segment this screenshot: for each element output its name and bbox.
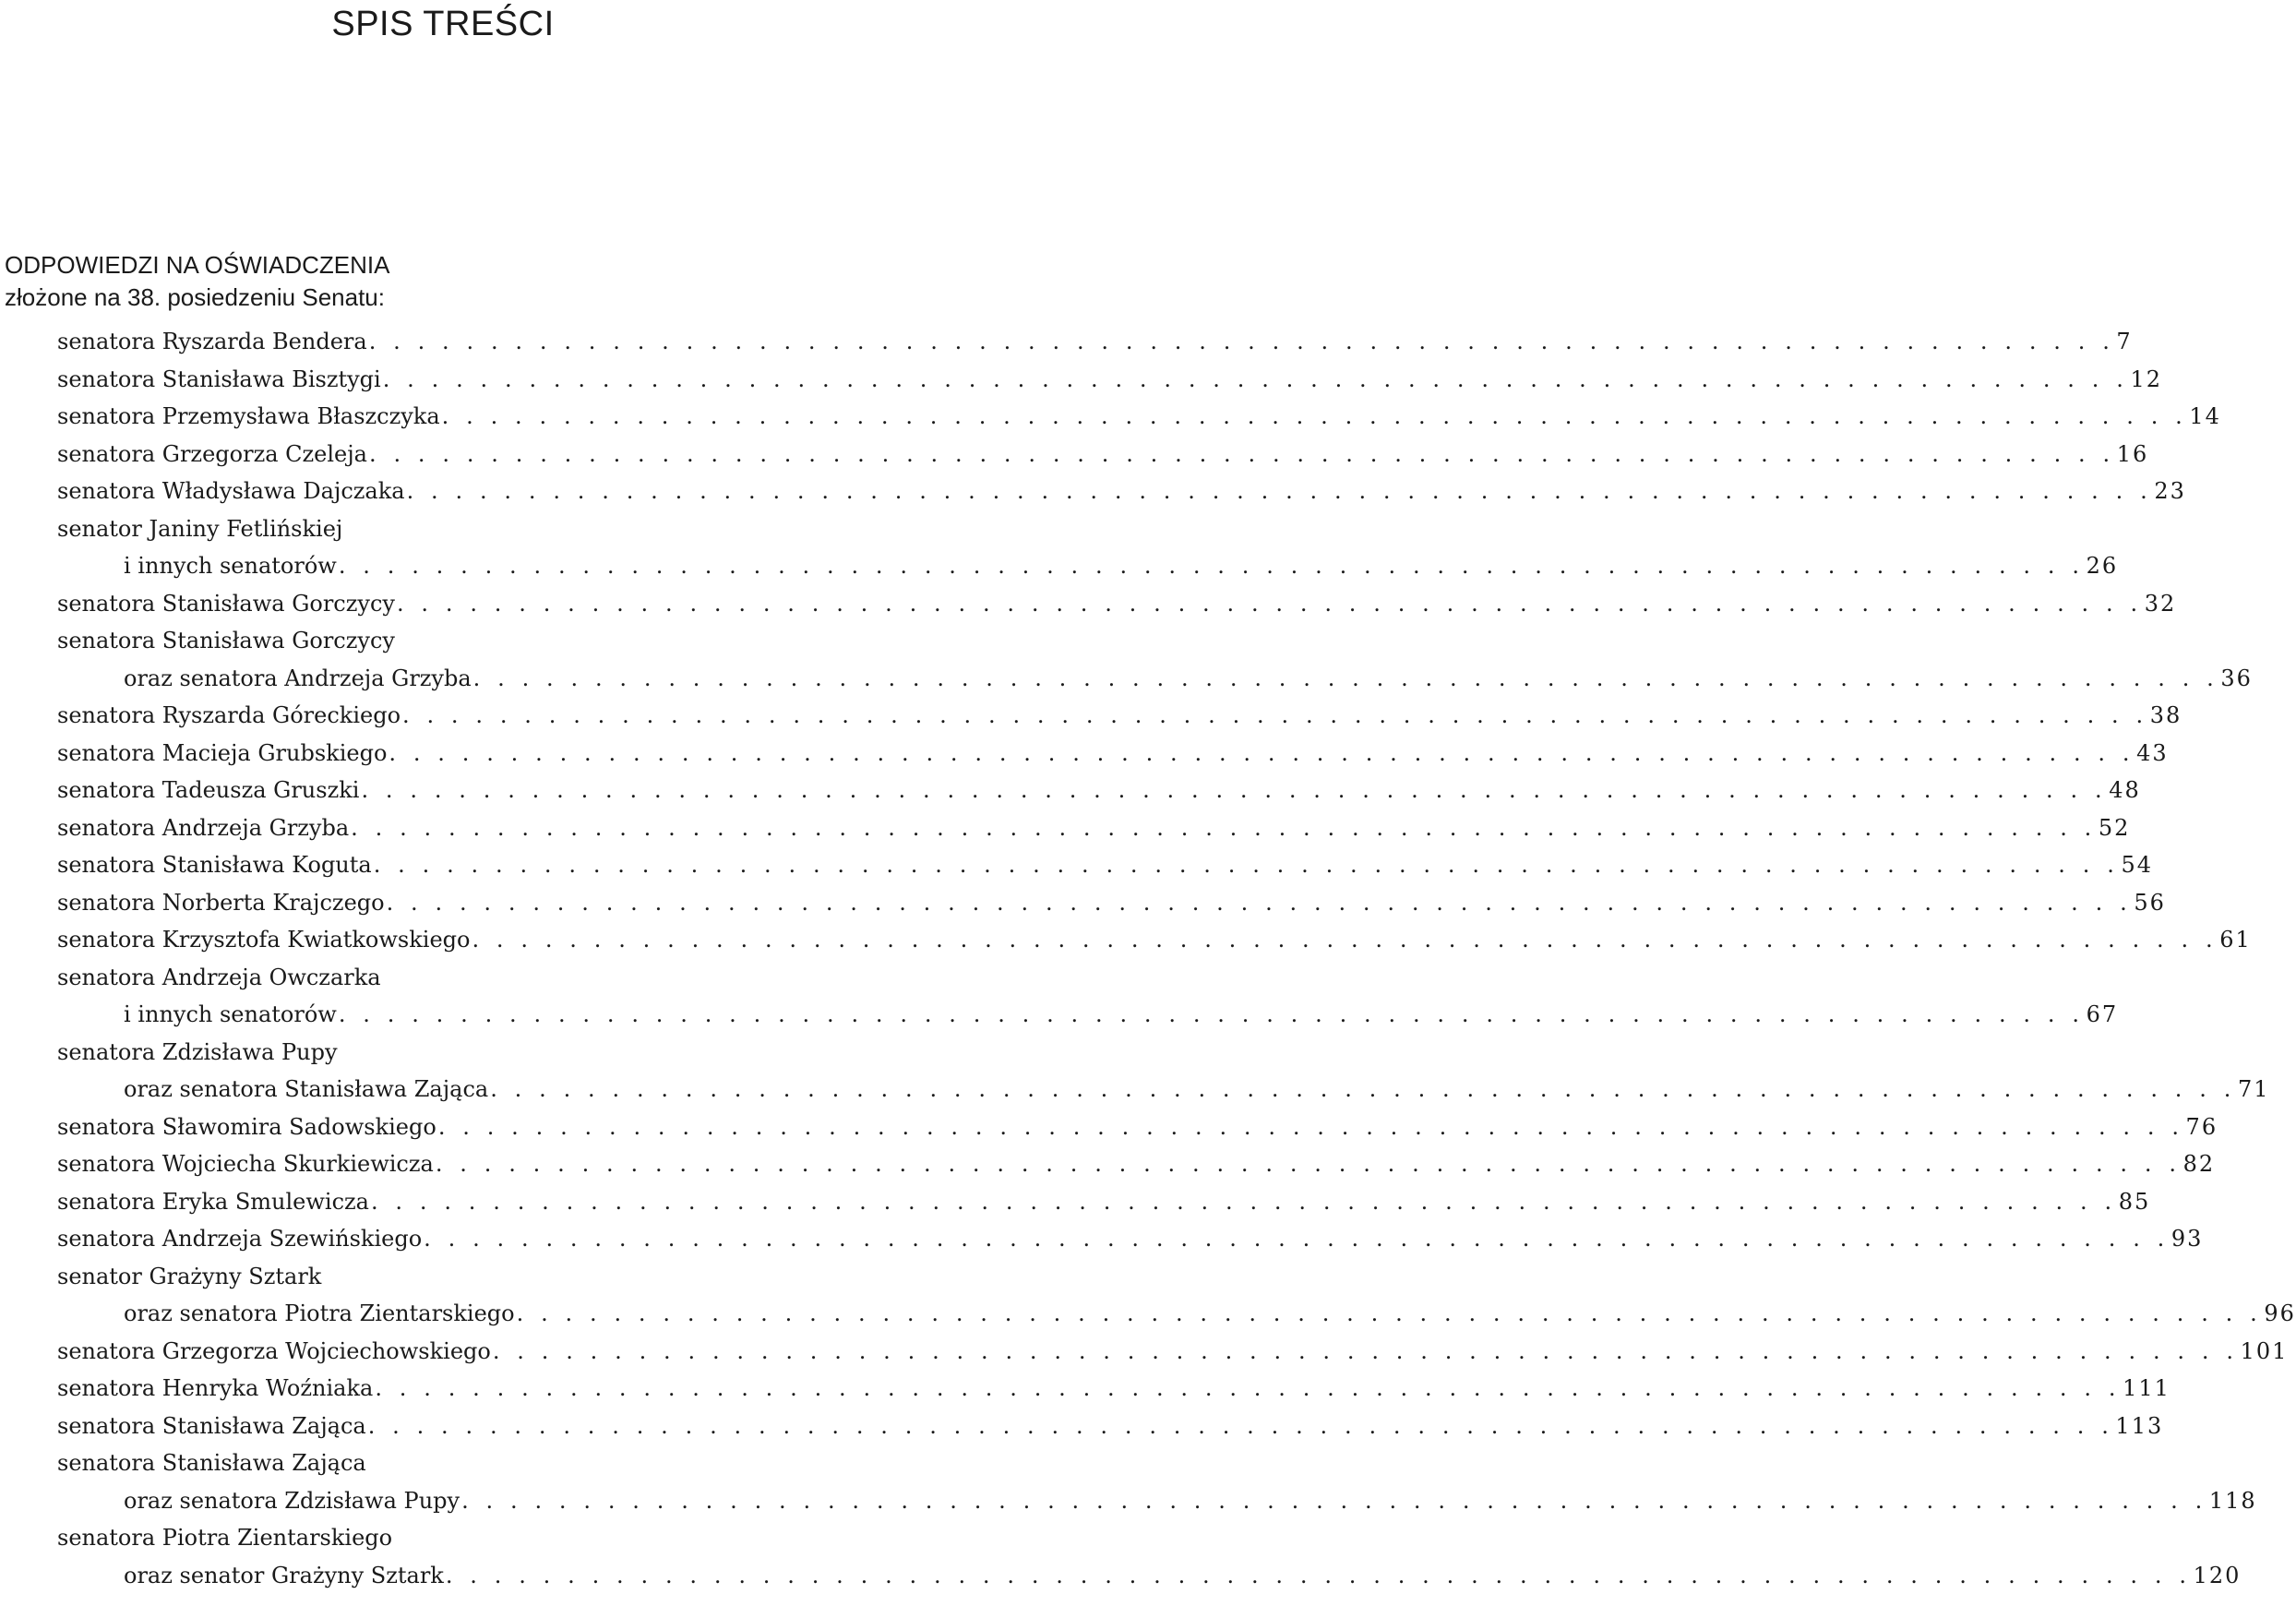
toc-entry[interactable] bbox=[57, 1183, 2151, 1221]
toc-entry[interactable] bbox=[57, 323, 2133, 361]
dot-leader: . . . . . . . . . . . . . . . . . . . . . . . . . . . . . . . . . . . . . . . . . . . . . . . . . . . . . . . . . . . . . . . . . . . . . . . . bbox=[389, 739, 2135, 766]
toc-page-number: 16 bbox=[2116, 440, 2149, 467]
toc-entry-text: senatora Stanisława Gorczycy bbox=[57, 628, 395, 653]
toc-entry-text: senatora Eryka Smulewicza bbox=[57, 1188, 369, 1215]
toc-entry bbox=[57, 1519, 884, 1557]
toc-entry[interactable] bbox=[57, 772, 2141, 809]
toc-entry[interactable] bbox=[57, 996, 2119, 1034]
toc-list bbox=[57, 323, 2296, 1594]
toc-entry[interactable] bbox=[57, 1408, 2164, 1445]
toc-page-number: 85 bbox=[2118, 1188, 2151, 1215]
toc-entry[interactable] bbox=[57, 1333, 2289, 1371]
dot-leader: . . . . . . . . . . . . . . . . . . . . . . . . . . . . . . . . . . . . . . . . . . . . . . . . . . . . . . . . . . . . . . . . . . . . . . . . bbox=[472, 665, 2219, 691]
page-title: SPIS TREŚCI bbox=[331, 5, 555, 43]
dot-leader: . . . . . . . . . . . . . . . . . . . . . . . . . . . . . . . . . . . . . . . . . . . . . . . . . . . . . . . . . . . . . . . . . . . . . . . . bbox=[369, 440, 2115, 467]
toc-page-number: 111 bbox=[2123, 1375, 2170, 1401]
toc-page-number: 67 bbox=[2086, 1001, 2119, 1027]
dot-leader: . . . . . . . . . . . . . . . . . . . . . . . . . . . . . . . . . . . . . . . . . . . . . . . . . . . . . . . . . . . . . . . . . . . . . . . . bbox=[441, 403, 2188, 429]
toc-entry-text: senatora Andrzeja Grzyba bbox=[57, 814, 350, 841]
toc-entry-text: senatora Grzegorza Czeleja bbox=[57, 440, 367, 467]
toc-page-number: 61 bbox=[2219, 927, 2252, 953]
toc-entry[interactable] bbox=[57, 921, 2252, 959]
toc-page-number: 76 bbox=[2185, 1113, 2218, 1140]
dot-leader: . . . . . . . . . . . . . . . . . . . . . . . . . . . . . . . . . . . . . . . . . . . . . . . . . . . . . . . . . . . . . . . . . . . . . . . . bbox=[492, 1337, 2239, 1364]
dot-leader: . . . . . . . . . . . . . . . . . . . . . . . . . . . . . . . . . . . . . . . . . . . . . . . . . . . . . . . . . . . . . . . . . . . . . . . . bbox=[351, 814, 2097, 841]
toc-page-number: 71 bbox=[2237, 1076, 2270, 1102]
toc-entry-text: i innych senatorów bbox=[124, 553, 337, 579]
toc-entry[interactable] bbox=[57, 697, 2182, 735]
toc-entry bbox=[57, 1034, 884, 1072]
toc-entry-text: oraz senatora Andrzeja Grzyba bbox=[124, 665, 472, 691]
dot-leader: . . . . . . . . . . . . . . . . . . . . . . . . . . . . . . . . . . . . . . . . . . . . . . . . . . . . . . . . . . . . . . . . . . . . . . . . bbox=[367, 1412, 2114, 1439]
dot-leader: . . . . . . . . . . . . . . . . . . . . . . . . . . . . . . . . . . . . . . . . . . . . . . . . . . . . . . . . . . . . . . . . . . . . . . . . bbox=[445, 1562, 2192, 1588]
toc-entry-text: senatora Wojciecha Skurkiewicza bbox=[57, 1151, 434, 1177]
toc-entry[interactable] bbox=[57, 547, 2119, 585]
toc-entry[interactable] bbox=[57, 1370, 2170, 1408]
toc-page-number: 82 bbox=[2182, 1151, 2216, 1177]
toc-entry-text: senator Janiny Fetlińskiej bbox=[57, 515, 343, 542]
toc-entry-text: senatora Stanisława Koguta bbox=[57, 852, 372, 878]
toc-page-number: 52 bbox=[2098, 814, 2131, 841]
toc-page-number: 36 bbox=[2220, 665, 2253, 691]
toc-entry[interactable] bbox=[57, 473, 2186, 510]
toc-entry[interactable] bbox=[57, 846, 2153, 884]
toc-entry[interactable] bbox=[57, 1220, 2204, 1258]
dot-leader: . . . . . . . . . . . . . . . . . . . . . . . . . . . . . . . . . . . . . . . . . . . . . . . . . . . . . . . . . . . . . . . . . . . . . . . . bbox=[516, 1300, 2263, 1326]
dot-leader: . . . . . . . . . . . . . . . . . . . . . . . . . . . . . . . . . . . . . . . . . . . . . . . . . . . . . . . . . . . . . . . . . . . . . . . . bbox=[370, 1188, 2117, 1215]
toc-entry-text: oraz senatora Zdzisława Pupy bbox=[124, 1487, 460, 1514]
toc-entry-text: i innych senatorów bbox=[124, 1001, 337, 1027]
dot-leader: . . . . . . . . . . . . . . . . . . . . . . . . . . . . . . . . . . . . . . . . . . . . . . . . . . . . . . . . . . . . . . . . . . . . . . . . bbox=[361, 777, 2108, 803]
toc-page-number: 7 bbox=[2116, 329, 2133, 354]
toc-page-number: 101 bbox=[2240, 1337, 2289, 1364]
toc-entry[interactable] bbox=[57, 1071, 2270, 1109]
toc-entry-text: senatora Ryszarda Bendera bbox=[57, 329, 367, 354]
dot-leader: . . . . . . . . . . . . . . . . . . . . . . . . . . . . . . . . . . . . . . . . . . . . . . . . . . . . . . . . . . . . . . . . . . . . . . . . bbox=[402, 702, 2148, 728]
toc-entry-text: senatora Krzysztofa Kwiatkowskiego bbox=[57, 927, 471, 953]
toc-entry-text: senatora Sławomira Sadowskiego bbox=[57, 1113, 436, 1140]
toc-entry[interactable] bbox=[57, 398, 2221, 436]
toc-page-number: 48 bbox=[2109, 777, 2141, 803]
toc-page-number: 32 bbox=[2144, 590, 2177, 617]
toc-entry-text: senatora Grzegorza Wojciechowskiego bbox=[57, 1337, 491, 1364]
toc-entry[interactable] bbox=[57, 884, 2166, 922]
toc-entry[interactable] bbox=[57, 660, 2253, 698]
toc-entry-text: oraz senatora Stanisława Zająca bbox=[124, 1076, 489, 1102]
toc-page-number: 54 bbox=[2121, 852, 2153, 878]
toc-entry[interactable] bbox=[57, 809, 2131, 847]
dot-leader: . . . . . . . . . . . . . . . . . . . . . . . . . . . . . . . . . . . . . . . . . . . . . . . . . . . . . . . . . . . . . . . . . . . . . . . . bbox=[338, 553, 2085, 579]
toc-page-number: 12 bbox=[2130, 366, 2162, 392]
toc-entry-text: senatora Andrzeja Szewińskiego bbox=[57, 1226, 423, 1252]
toc-entry[interactable] bbox=[57, 1482, 2257, 1520]
toc-entry-text: senatora Tadeusza Gruszki bbox=[57, 777, 360, 803]
toc-entry bbox=[57, 510, 884, 548]
dot-leader: . . . . . . . . . . . . . . . . . . . . . . . . . . . . . . . . . . . . . . . . . . . . . . . . . . . . . . . . . . . . . . . . . . . . . . . . bbox=[375, 1375, 2122, 1401]
toc-page-number: 118 bbox=[2208, 1487, 2257, 1514]
toc-page-number: 93 bbox=[2170, 1226, 2204, 1252]
section-heading: ODPOWIEDZI NA OŚWIADCZENIA bbox=[5, 251, 390, 279]
toc-entry-text: senator Grażyny Sztark bbox=[57, 1263, 322, 1289]
section-subheading: złożone na 38. posiedzeniu Senatu: bbox=[5, 283, 385, 311]
toc-entry-text: senatora Stanisława Zająca bbox=[57, 1450, 366, 1476]
toc-entry-text: senatora Piotra Zientarskiego bbox=[57, 1525, 393, 1551]
toc-entry-text: senatora Macieja Grubskiego bbox=[57, 739, 388, 766]
toc-entry-text: oraz senator Grażyny Sztark bbox=[124, 1562, 444, 1588]
toc-entry[interactable] bbox=[57, 1109, 2218, 1146]
dot-leader: . . . . . . . . . . . . . . . . . . . . . . . . . . . . . . . . . . . . . . . . . . . . . . . . . . . . . . . . . . . . . . . . . . . . . . . . bbox=[435, 1151, 2182, 1177]
toc-page-number: 23 bbox=[2154, 478, 2186, 504]
dot-leader: . . . . . . . . . . . . . . . . . . . . . . . . . . . . . . . . . . . . . . . . . . . . . . . . . . . . . . . . . . . . . . . . . . . . . . . . bbox=[396, 590, 2143, 617]
toc-entry[interactable] bbox=[57, 436, 2149, 473]
toc-entry bbox=[57, 1258, 884, 1296]
dot-leader: . . . . . . . . . . . . . . . . . . . . . . . . . . . . . . . . . . . . . . . . . . . . . . . . . . . . . . . . . . . . . . . . . . . . . . . . bbox=[382, 366, 2129, 392]
dot-leader: . . . . . . . . . . . . . . . . . . . . . . . . . . . . . . . . . . . . . . . . . . . . . . . . . . . . . . . . . . . . . . . . . . . . . . . . bbox=[424, 1226, 2170, 1252]
dot-leader: . . . . . . . . . . . . . . . . . . . . . . . . . . . . . . . . . . . . . . . . . . . . . . . . . . . . . . . . . . . . . . . . . . . . . . . . bbox=[368, 329, 2115, 354]
toc-entry-text: oraz senatora Piotra Zientarskiego bbox=[124, 1300, 515, 1326]
dot-leader: . . . . . . . . . . . . . . . . . . . . . . . . . . . . . . . . . . . . . . . . . . . . . . . . . . . . . . . . . . . . . . . . . . . . . . . . bbox=[406, 478, 2153, 504]
dot-leader: . . . . . . . . . . . . . . . . . . . . . . . . . . . . . . . . . . . . . . . . . . . . . . . . . . . . . . . . . . . . . . . . . . . . . . . . bbox=[472, 927, 2218, 953]
dot-leader: . . . . . . . . . . . . . . . . . . . . . . . . . . . . . . . . . . . . . . . . . . . . . . . . . . . . . . . . . . . . . . . . . . . . . . . . bbox=[461, 1487, 2207, 1514]
toc-entry-text: senatora Zdzisława Pupy bbox=[57, 1038, 338, 1065]
dot-leader: . . . . . . . . . . . . . . . . . . . . . . . . . . . . . . . . . . . . . . . . . . . . . . . . . . . . . . . . . . . . . . . . . . . . . . . . bbox=[338, 1001, 2085, 1027]
toc-entry-text: senatora Władysława Dajczaka bbox=[57, 478, 405, 504]
toc-entry[interactable] bbox=[57, 1557, 2242, 1595]
toc-entry-text: senatora Stanisława Bisztygi bbox=[57, 366, 381, 392]
toc-entry-text: senatora Stanisława Gorczycy bbox=[57, 590, 395, 617]
dot-leader: . . . . . . . . . . . . . . . . . . . . . . . . . . . . . . . . . . . . . . . . . . . . . . . . . . . . . . . . . . . . . . . . . . . . . . . . bbox=[386, 889, 2133, 916]
toc-page-number: 14 bbox=[2189, 403, 2221, 429]
dot-leader: . . . . . . . . . . . . . . . . . . . . . . . . . . . . . . . . . . . . . . . . . . . . . . . . . . . . . . . . . . . . . . . . . . . . . . . . bbox=[373, 852, 2120, 878]
toc-entry[interactable] bbox=[57, 735, 2169, 773]
toc-entry bbox=[57, 1444, 884, 1482]
toc-page-number: 56 bbox=[2134, 889, 2166, 916]
dot-leader: . . . . . . . . . . . . . . . . . . . . . . . . . . . . . . . . . . . . . . . . . . . . . . . . . . . . . . . . . . . . . . . . . . . . . . . . bbox=[490, 1076, 2236, 1102]
toc-page-number: 96 bbox=[2264, 1300, 2296, 1326]
toc-entry[interactable] bbox=[57, 361, 2162, 399]
toc-entry bbox=[57, 959, 884, 997]
toc-entry-text: senatora Przemysława Błaszczyka bbox=[57, 403, 440, 429]
toc-page-number: 120 bbox=[2193, 1562, 2242, 1588]
toc-page-number: 113 bbox=[2115, 1412, 2164, 1439]
toc-entry bbox=[57, 622, 884, 660]
toc-entry[interactable] bbox=[57, 1295, 2296, 1333]
toc-entry-text: senatora Andrzeja Owczarka bbox=[57, 964, 381, 990]
toc-page-number: 43 bbox=[2136, 739, 2169, 766]
toc-entry-text: senatora Henryka Woźniaka bbox=[57, 1375, 374, 1401]
toc-entry-text: senatora Stanisława Zająca bbox=[57, 1412, 366, 1439]
toc-page-number: 26 bbox=[2086, 553, 2119, 579]
toc-page-number: 38 bbox=[2149, 702, 2182, 728]
toc-entry[interactable] bbox=[57, 1145, 2216, 1183]
dot-leader: . . . . . . . . . . . . . . . . . . . . . . . . . . . . . . . . . . . . . . . . . . . . . . . . . . . . . . . . . . . . . . . . . . . . . . . . bbox=[437, 1113, 2184, 1140]
toc-entry-text: senatora Ryszarda Góreckiego bbox=[57, 702, 401, 728]
toc-entry[interactable] bbox=[57, 585, 2177, 623]
toc-entry-text: senatora Norberta Krajczego bbox=[57, 889, 385, 916]
